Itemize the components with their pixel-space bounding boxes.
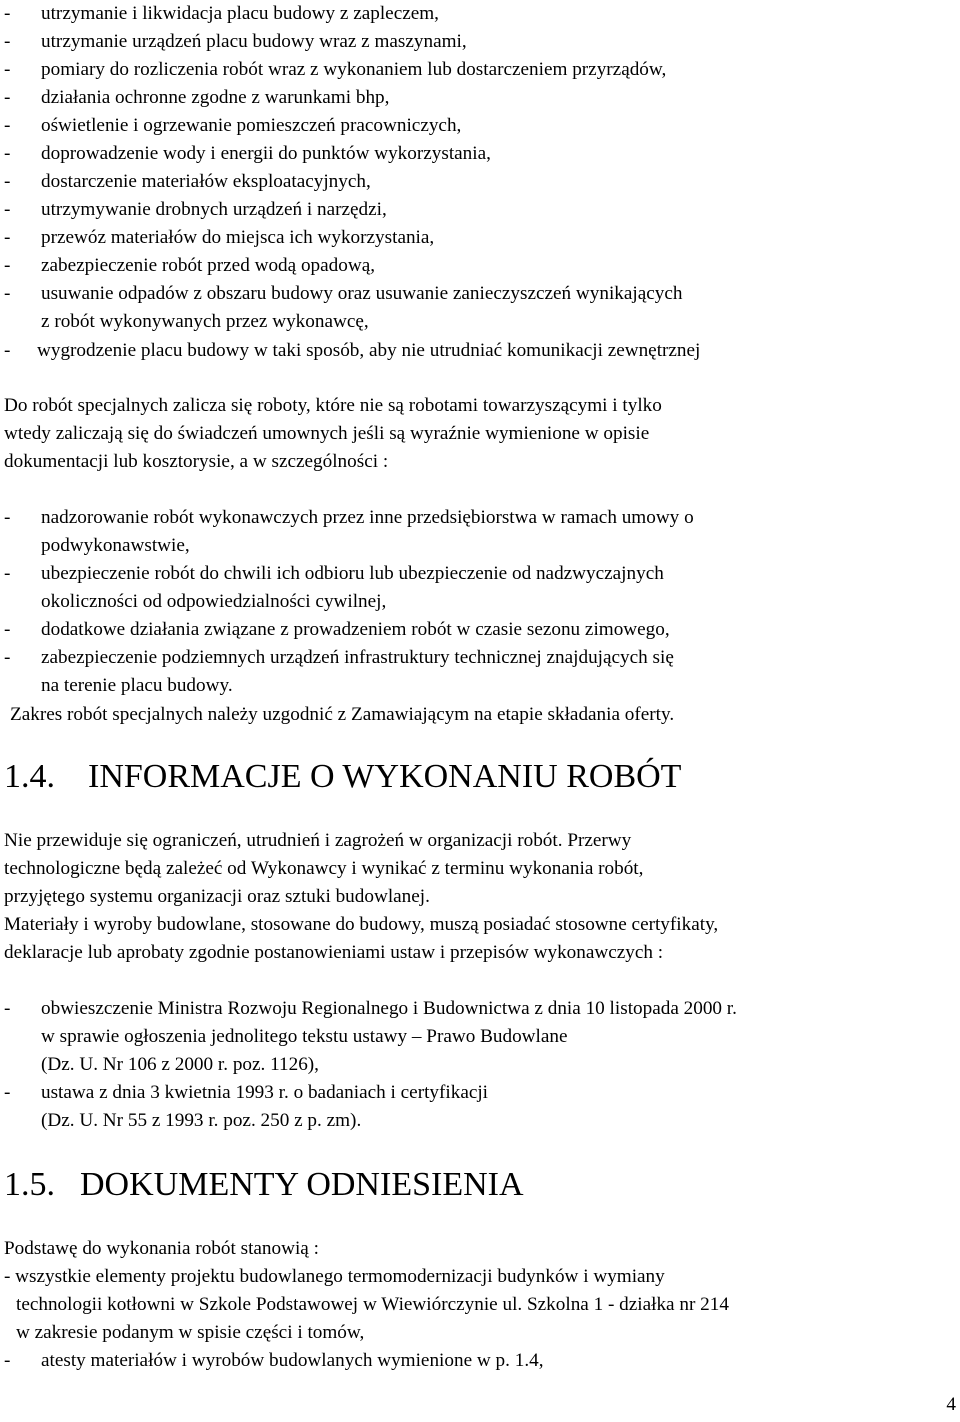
- list-item: usuwanie odpadów z obszaru budowy oraz usuwanie zanieczyszczeń wynikających: [41, 283, 683, 304]
- paragraph-line: deklaracje lub aprobaty zgodnie postanowieniami ustaw i przepisów wykonawczych :: [4, 942, 664, 963]
- list-dash: -: [4, 143, 11, 164]
- list-dash: -: [4, 171, 11, 192]
- list-dash: -: [4, 1082, 11, 1103]
- list-item: ustawa z dnia 3 kwietnia 1993 r. o badaniach i certyfikacji: [41, 1082, 489, 1103]
- list-item: przewóz materiałów do miejsca ich wykorzystania,: [41, 227, 435, 248]
- list-dash: -: [4, 115, 11, 136]
- list-dash: -: [4, 619, 11, 640]
- list-dash: -: [4, 59, 11, 80]
- section-title: INFORMACJE O WYKONANIU ROBÓT: [88, 758, 682, 795]
- list-dash: -: [4, 647, 11, 668]
- list-item: działania ochronne zgodne z warunkami bhp,: [41, 87, 390, 108]
- paragraph-line: Podstawę do wykonania robót stanowią :: [4, 1238, 319, 1259]
- list-dash: -: [4, 340, 11, 361]
- list-item: atesty materiałów i wyrobów budowlanych wymienione w p. 1.4,: [41, 1350, 544, 1371]
- list-item: wygrodzenie placu budowy w taki sposób, aby nie utrudniać komunikacji zewnętrznej: [37, 340, 701, 361]
- list-item-continuation: z robót wykonywanych przez wykonawcę,: [41, 311, 369, 332]
- list-item: doprowadzenie wody i energii do punktów wykorzystania,: [41, 143, 491, 164]
- list-item: dodatkowe działania związane z prowadzeniem robót w czasie sezonu zimowego,: [41, 619, 670, 640]
- list-dash: -: [4, 1350, 11, 1371]
- list-item: zabezpieczenie podziemnych urządzeń infrastruktury technicznej znajdujących się: [41, 647, 674, 668]
- list-dash: -: [4, 507, 11, 528]
- paragraph-line: Zakres robót specjalnych należy uzgodnić z Zamawiającym na etapie składania oferty.: [10, 704, 675, 725]
- list-dash: -: [4, 255, 11, 276]
- section-number: 1.4.: [4, 758, 55, 795]
- paragraph-line: dokumentacji lub kosztorysie, a w szczególności :: [4, 451, 389, 472]
- paragraph-line: w zakresie podanym w spisie części i tomów,: [16, 1322, 365, 1343]
- paragraph-line: Materiały i wyroby budowlane, stosowane do budowy, muszą posiadać stosowne certyfikaty,: [4, 914, 719, 935]
- list-item: utrzymanie urządzeń placu budowy wraz z maszynami,: [41, 31, 467, 52]
- list-item: zabezpieczenie robót przed wodą opadową,: [41, 255, 376, 276]
- list-dash: -: [4, 563, 11, 584]
- list-item: oświetlenie i ogrzewanie pomieszczeń pracowniczych,: [41, 115, 462, 136]
- list-dash: -: [4, 87, 11, 108]
- list-item-continuation: okoliczności od odpowiedzialności cywilnej,: [41, 591, 387, 612]
- paragraph-line: Nie przewiduje się ograniczeń, utrudnień i zagrożeń w organizacji robót. Przerwy: [4, 830, 632, 851]
- list-item: obwieszczenie Ministra Rozwoju Regionalnego i Budownictwa z dnia 10 listopada 2000 r.: [41, 998, 737, 1019]
- list-dash: -: [4, 227, 11, 248]
- list-item: pomiary do rozliczenia robót wraz z wykonaniem lub dostarczeniem przyrządów,: [41, 59, 667, 80]
- list-item-continuation: w sprawie ogłoszenia jednolitego tekstu ustawy – Prawo Budowlane: [41, 1026, 568, 1047]
- list-dash: -: [4, 31, 11, 52]
- section-number: 1.5.: [4, 1166, 55, 1203]
- list-item: nadzorowanie robót wykonawczych przez inne przedsiębiorstwa w ramach umowy o: [41, 507, 694, 528]
- list-item-continuation: na terenie placu budowy.: [41, 675, 233, 696]
- paragraph-line: technologii kotłowni w Szkole Podstawowej w Wiewiórczynie ul. Szkolna 1 - działka nr 214: [16, 1294, 729, 1315]
- list-item-continuation: (Dz. U. Nr 106 z 2000 r. poz. 1126),: [41, 1054, 319, 1075]
- list-dash: -: [4, 199, 11, 220]
- list-item: dostarczenie materiałów eksploatacyjnych,: [41, 171, 371, 192]
- paragraph-line: technologiczne będą zależeć od Wykonawcy i wynikać z terminu wykonania robót,: [4, 858, 644, 879]
- list-item-continuation: (Dz. U. Nr 55 z 1993 r. poz. 250 z p. zm).: [41, 1110, 362, 1131]
- list-dash: -: [4, 3, 11, 24]
- section-heading-1-5: [4, 1165, 524, 1205]
- list-item-continuation: podwykonawstwie,: [41, 535, 190, 556]
- list-item: utrzymywanie drobnych urządzeń i narzędzi,: [41, 199, 387, 220]
- page-number: 4: [946, 1394, 956, 1415]
- paragraph-line: Do robót specjalnych zalicza się roboty, które nie są robotami towarzyszącymi i tylko: [4, 395, 662, 416]
- paragraph-line: - wszystkie elementy projektu budowlanego termomodernizacji budynków i wymiany: [4, 1266, 665, 1287]
- list-item: utrzymanie i likwidacja placu budowy z zapleczem,: [41, 3, 439, 24]
- section-heading-1-4: [4, 757, 681, 797]
- paragraph-line: przyjętego systemu organizacji oraz sztuki budowlanej.: [4, 886, 430, 907]
- paragraph-line: wtedy zaliczają się do świadczeń umownych jeśli są wyraźnie wymienione w opisie: [4, 423, 650, 444]
- list-item: ubezpieczenie robót do chwili ich odbioru lub ubezpieczenie od nadzwyczajnych: [41, 563, 664, 584]
- section-title: DOKUMENTY ODNIESIENIA: [80, 1166, 524, 1203]
- list-dash: -: [4, 283, 11, 304]
- list-dash: -: [4, 998, 11, 1019]
